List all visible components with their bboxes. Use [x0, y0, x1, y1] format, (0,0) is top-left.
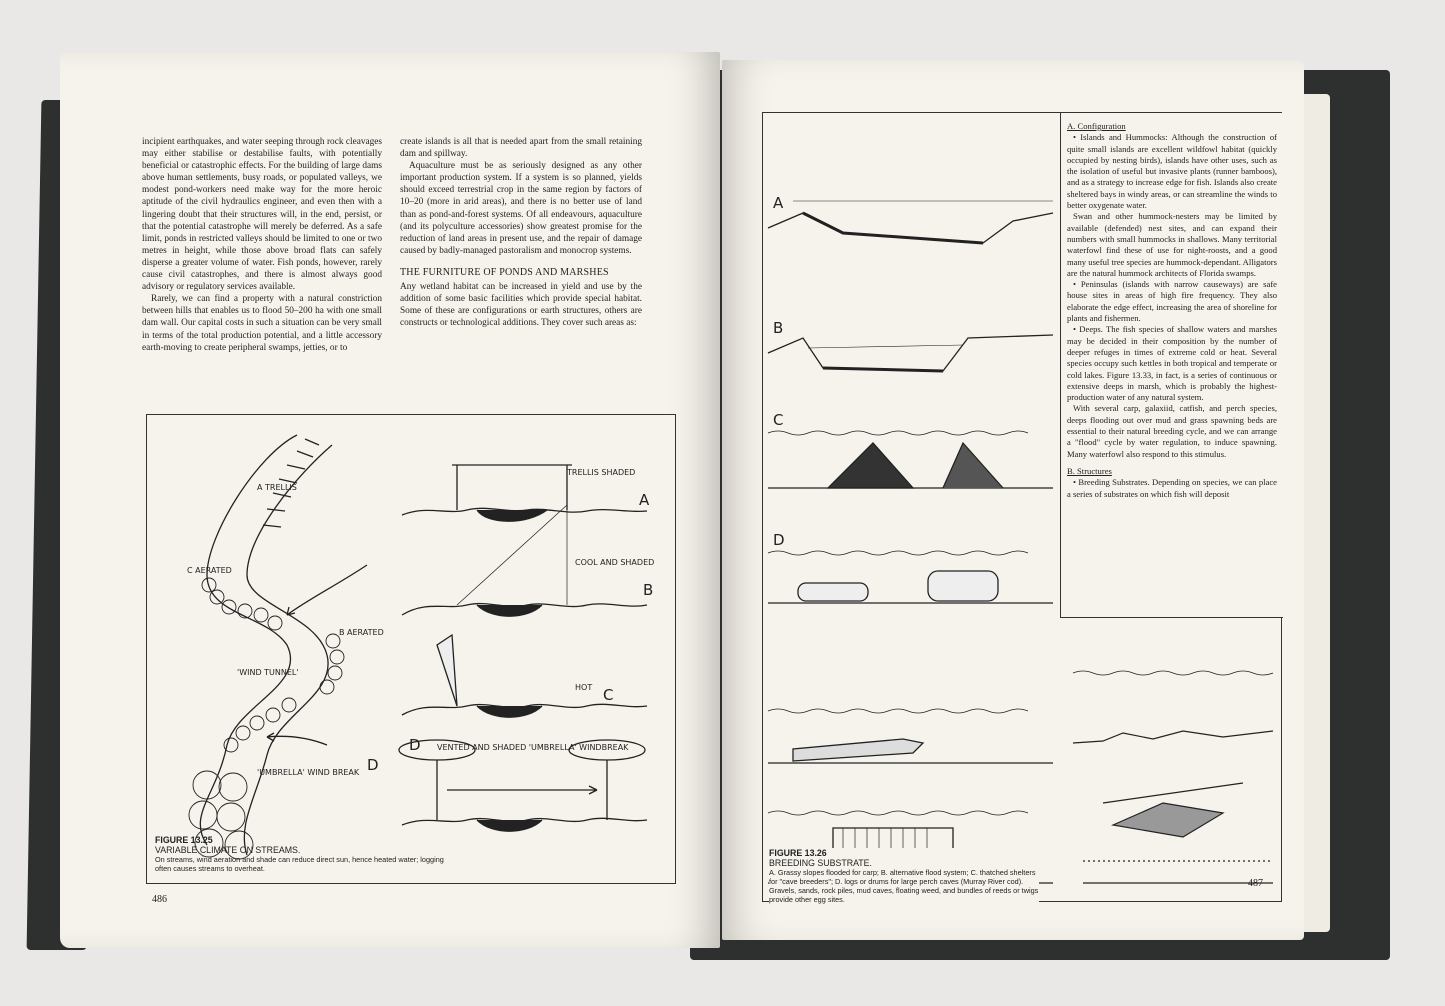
paragraph: Rarely, we can find a property with a natural constriction between hills that enables us to flood 50–200 ha with one small dam wall. Our capital costs in such a situation can be very small in terms of the total production potential, and a little accessory earth-moving to create peripheral swamps, jetties, or to [142, 294, 382, 353]
paragraph: incipient earthquakes, and water seeping through rock cleavages may either stabilise or destabilise faults, with potentially beneficial or catastrophic effects. For the building of large dams above human settlements, busy roads, or populated valleys, we modest pond-workers need make way for the more heroic aptitude of the civil hydraulics engineer, and even then with a lingering doubt that their structures will, in the end, persist, or that the potential catastrophe will merely be deferred. As a safe limit, ponds in restricted valleys should be limited to one or two metres in height, while those above broad flats can safely disperse a greater volume of water. Fish ponds, however, rarely cause civil catastrophes, and there is almost always good advisory or regulatory services available. [142, 137, 382, 293]
label-a-trellis: A TRELLIS [257, 483, 297, 492]
paragraph: With several carp, galaxiid, catfish, and perch species, deeps flooding out over mud and grass spawning beds are essential to their natural breeding cycle, and we can arrange a "flood" cycle by water regulation, to induce spawning. Many waterfowl also respond to this stimulus. [1067, 403, 1277, 459]
figure-number: FIGURE 13.26 [769, 848, 827, 858]
figure-caption: A. Grassy slopes flooded for carp; B. alternative flood system; C. thatched shelters for "cave breeders"; D. logs or drums for large perch caves (Murray River cod). Gravels, sands, rock piles, mud caves, floating weed, and bundles of reeds or twigs provide other egg sites. [769, 868, 1039, 904]
structures-heading: B. Structures [1067, 465, 1112, 476]
figure-13-25 [146, 414, 676, 884]
page-number-left: 486 [152, 894, 167, 905]
label-a: A [639, 491, 650, 509]
figure-13-26 [762, 112, 1282, 902]
left-column-2 [400, 136, 642, 329]
label-b: B [773, 319, 784, 337]
left-page [60, 52, 720, 948]
paragraph: Any wetland habitat can be increased in yield and use by the addition of some basic facilities which provide special habitat. Some of these are configurations or earth structures, others are constructs or technological additions. They cover such areas as: [400, 282, 642, 329]
text-column-inset [1060, 113, 1283, 618]
label-trellis-shaded: TRELLIS SHADED [567, 468, 636, 477]
right-text-column [1067, 121, 1277, 500]
label-c-aerated: C AERATED [187, 566, 232, 575]
label-c: C [603, 686, 614, 704]
paragraph: Aquaculture must be as seriously designed as any other important production system. If a system is so planned, yields should exceed terrestrial crop in the same region by factors of 10–20 (more in arid areas), and there is no better use of land than as pond-and-forest systems. Of all endeavours, aquaculture (and its polyculture accessories) show greatest promise for the reduction of land areas in present use, and the repair of damage caused by badly-managed pastoralism and monocrop systems. [400, 161, 642, 256]
paragraph: create islands is all that is needed apart from the small retaining dam and spillway. [400, 137, 642, 160]
figure-title: VARIABLE CLIMATE ON STREAMS. [155, 845, 301, 855]
figure-caption: On streams, wind aeration and shade can reduce direct sun, hence heated water; logging often causes streams to overheat. [155, 855, 444, 873]
page-number-right: 487 [1248, 878, 1263, 889]
stream-climate-illustration [147, 415, 677, 885]
paragraph: • Peninsulas (islands with narrow causeways) are safe house sites in areas of high fire frequency. They also elaborate the edge effect, increasing the area of shoreline for plants and fishermen. [1067, 279, 1277, 324]
label-d2: D [409, 736, 421, 754]
paragraph: Swan and other hummock-nesters may be limited by available (defended) nest sites, and can expand their numbers with small hummocks in shallows. Many territorial waterfowl find these of use for night-roosts, and a good many useful tree species are hummock-dependant. Alligators are the natural hummock architects of Florida swamps. [1067, 211, 1277, 278]
label-umbrella: 'UMBRELLA' WIND BREAK [257, 768, 360, 777]
right-page [722, 60, 1304, 940]
label-d: D [773, 531, 785, 549]
label-hot: HOT [575, 683, 593, 692]
label-cool-shaded: COOL AND SHADED [575, 558, 655, 567]
label-d: D [367, 756, 379, 774]
paragraph: • Deeps. The fish species of shallow waters and marshes may be decided in their composition by the number of deeper refuges in times of extreme cold or heat. Several species occupy such kettles in both tropical and temperate or cold lakes. Figure 13.33, in fact, is a series of continuous or extensive deeps in marsh, which is probably the highest-production water of any natural system. [1067, 324, 1277, 403]
left-column-1 [142, 136, 382, 354]
figure-title: BREEDING SUBSTRATE. [769, 858, 872, 868]
figure-13-25-caption [155, 835, 455, 873]
label-vented: VENTED AND SHADED 'UMBRELLA' WINDBREAK [437, 743, 629, 752]
label-a: A [773, 194, 784, 212]
page-edges [1300, 94, 1330, 932]
section-heading: THE FURNITURE OF PONDS AND MARSHES [400, 266, 609, 278]
label-c: C [773, 411, 784, 429]
paragraph: • Islands and Hummocks: Although the construction of quite small islands are excellent wildfowl habitat (quickly occupied by nesting birds), islands have other uses, such as the isolation of useful but invasive plants (runner bamboos), and as a strategy to increase edge for fish. Islands also create sheltered bays in windy areas, or can streamline the winds to better oxygenate water. [1067, 132, 1277, 211]
config-heading: A. Configuration [1067, 121, 1126, 131]
figure-13-26-caption [769, 848, 1039, 904]
label-b-aerated: B AERATED [339, 628, 384, 637]
figure-number: FIGURE 13.25 [155, 835, 213, 845]
label-wind-tunnel: 'WIND TUNNEL' [237, 668, 299, 677]
paragraph: • Breeding Substrates. Depending on species, we can place a series of substrates on which fish will deposit [1067, 477, 1277, 499]
label-b: B [643, 581, 654, 599]
